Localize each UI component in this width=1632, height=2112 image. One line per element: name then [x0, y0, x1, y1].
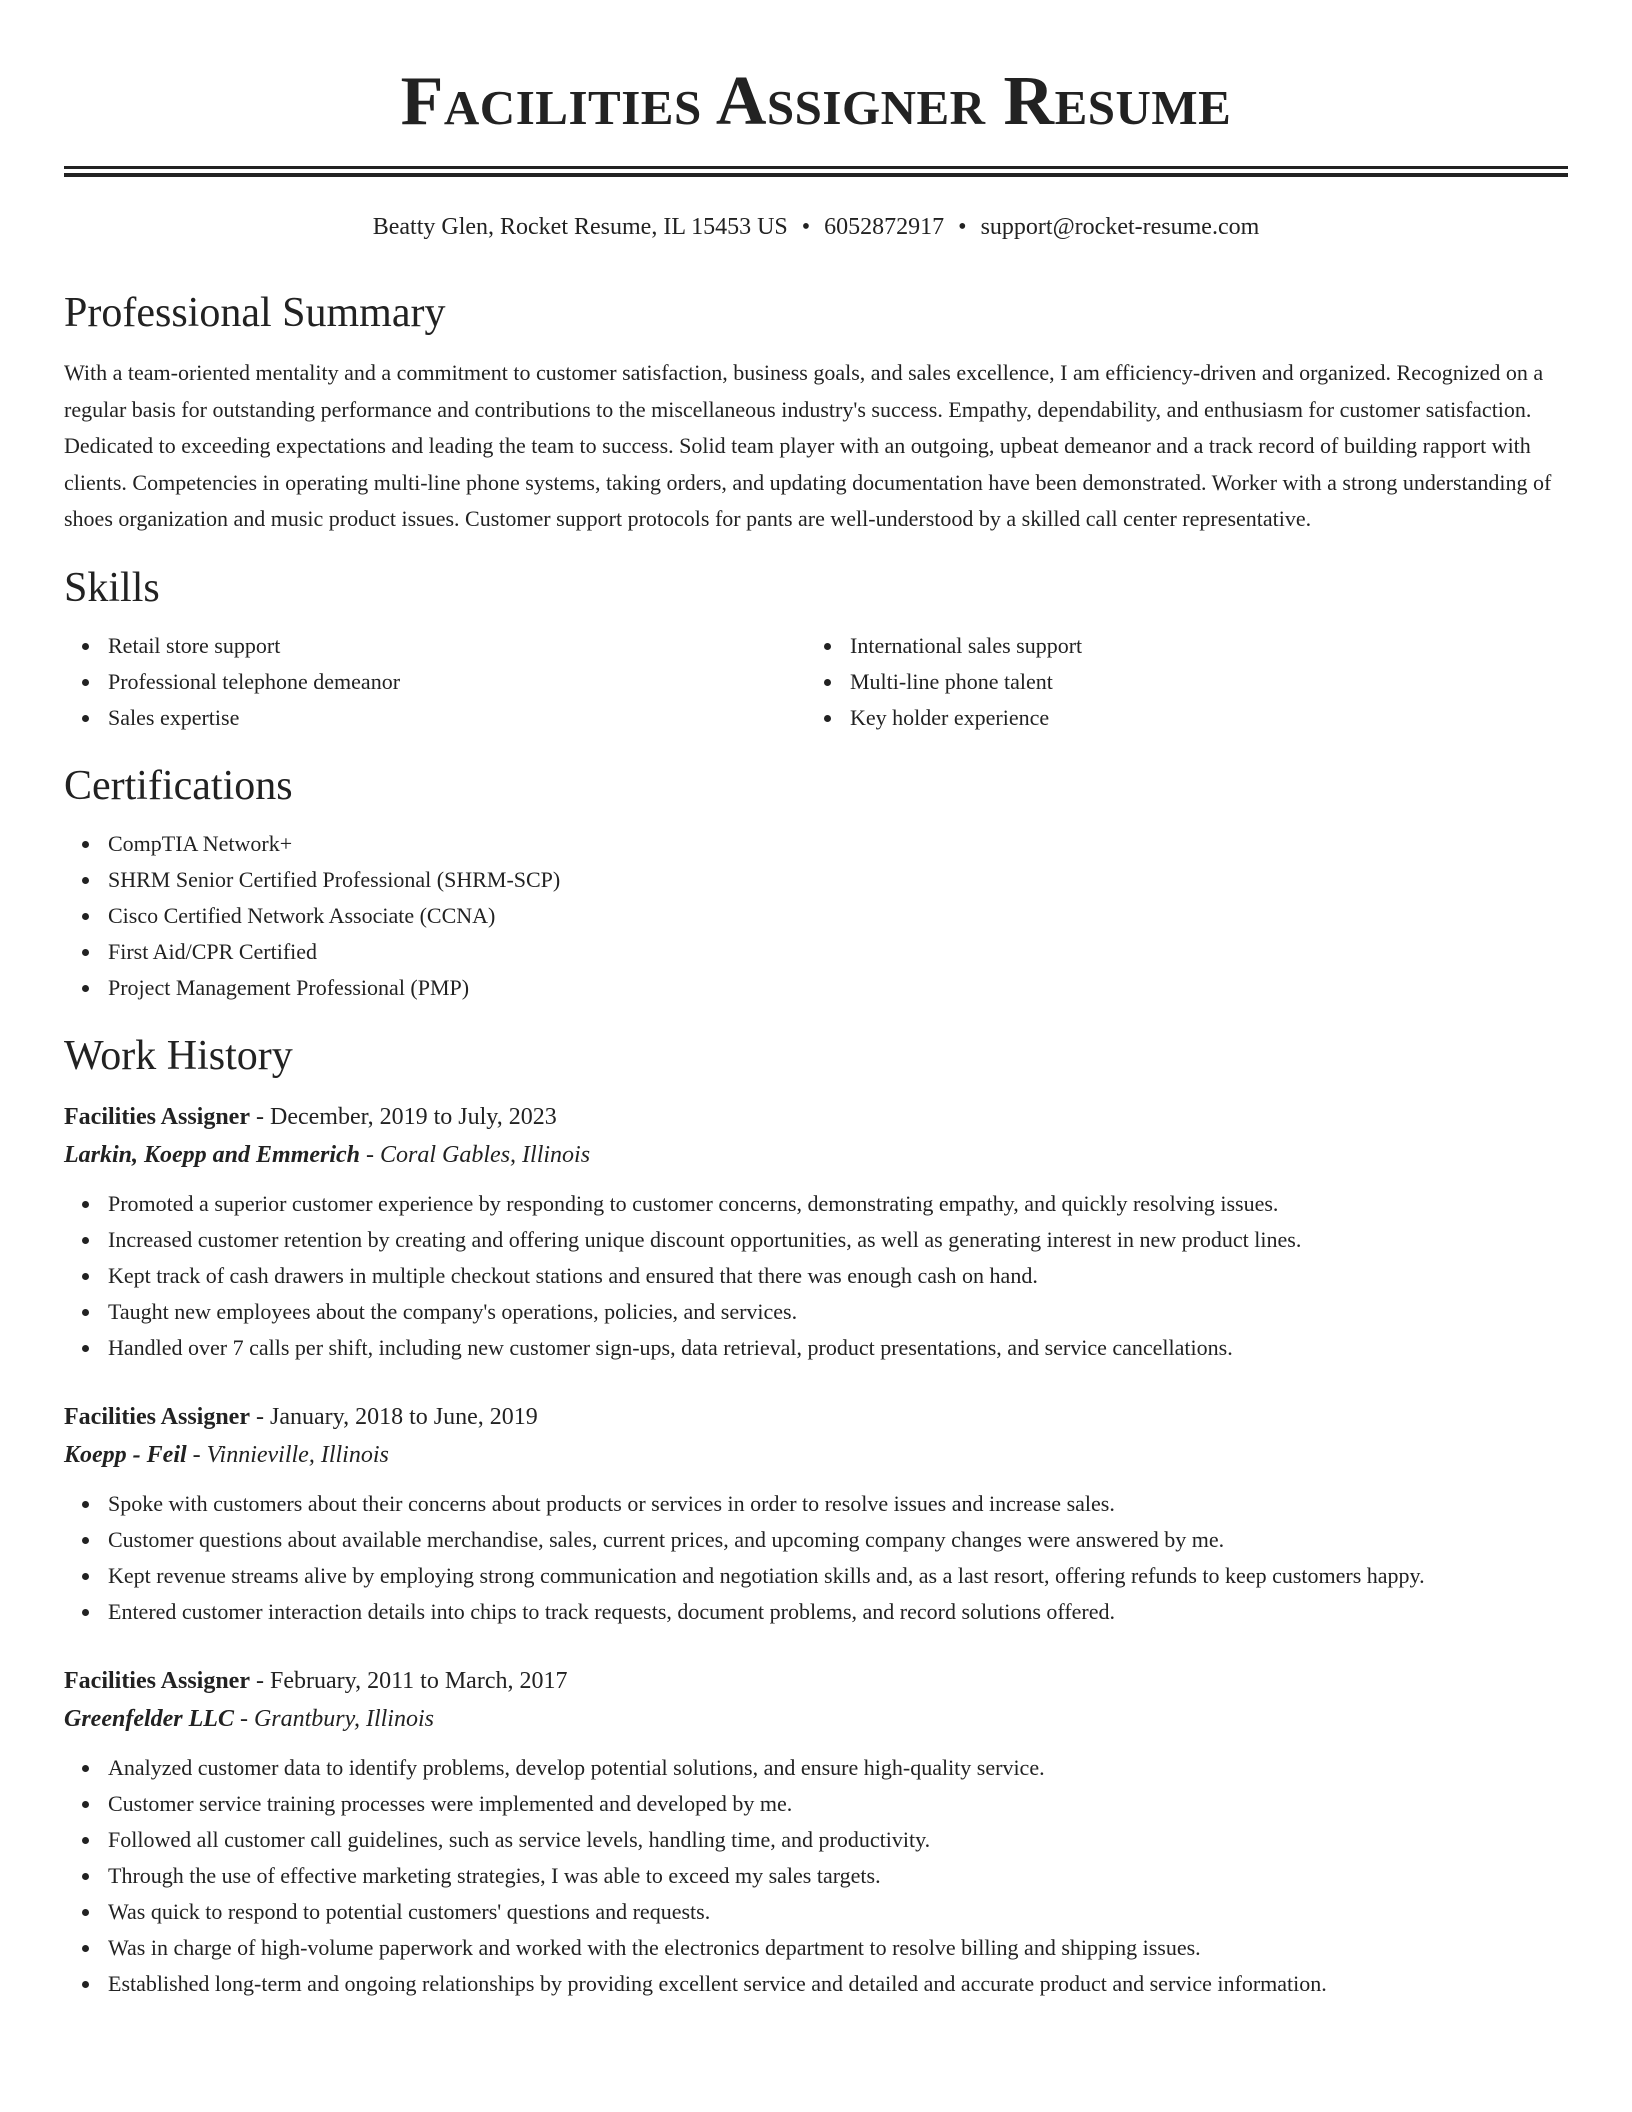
- job-duty: Kept track of cash drawers in multiple checkout stations and ensured that there was enough cash on hand.: [108, 1258, 1568, 1294]
- certification-item: First Aid/CPR Certified: [108, 934, 1568, 970]
- job-location: Vinnieville, Illinois: [206, 1441, 389, 1468]
- summary-section: [64, 287, 1568, 538]
- contact-separator: •: [801, 214, 811, 240]
- skill-item: Key holder experience: [850, 700, 1548, 736]
- job-company: Larkin, Koepp and Emmerich: [64, 1141, 361, 1168]
- job-duties-list: [64, 1750, 1568, 2002]
- contact-email: support@rocket-resume.com: [980, 214, 1260, 240]
- job-location: Coral Gables, Illinois: [380, 1141, 591, 1168]
- job-title: Facilities Assigner: [64, 1667, 250, 1694]
- job-duty: Was in charge of high-volume paperwork and worked with the electronics department to resolve billing and shipping issues.: [108, 1930, 1568, 1966]
- resume-title: Facilities Assigner Resume: [400, 63, 1232, 140]
- job-title-line: Facilities Assigner - February, 2011 to March, 2017: [64, 1667, 568, 1694]
- job-duty: Taught new employees about the company's operations, policies, and services.: [108, 1294, 1568, 1330]
- certifications-section: [64, 760, 1568, 1006]
- job-title: Facilities Assigner: [64, 1103, 250, 1130]
- job-company: Greenfelder LLC: [64, 1705, 234, 1732]
- job-duty: Handled over 7 calls per shift, including new customer sign-ups, data retrieval, product presentations, and service cancellations.: [108, 1330, 1568, 1366]
- job-dates: January, 2018 to June, 2019: [269, 1403, 538, 1430]
- skill-item: International sales support: [850, 628, 1548, 664]
- contact-phone: 6052872917: [824, 214, 945, 240]
- skill-item: Sales expertise: [108, 700, 806, 736]
- job-duty: Through the use of effective marketing strategies, I was able to exceed my sales targets.: [108, 1858, 1568, 1894]
- job-duty: Was quick to respond to potential customers' questions and requests.: [108, 1894, 1568, 1930]
- job-entry: [64, 1662, 1568, 2002]
- job-entry: [64, 1398, 1568, 1630]
- job-duty: Increased customer retention by creating and offering unique discount opportunities, as well as generating interest in new product lines.: [108, 1222, 1568, 1258]
- contact-address: Beatty Glen, Rocket Resume, IL 15453 US: [372, 214, 788, 240]
- skill-item: Multi-line phone talent: [850, 664, 1548, 700]
- job-company: Koepp - Feil: [64, 1441, 187, 1468]
- skill-item: Professional telephone demeanor: [108, 664, 806, 700]
- job-duty: Established long-term and ongoing relationships by providing excellent service and detailed and accurate product and service information.: [108, 1966, 1568, 2002]
- job-company-line: Larkin, Koepp and Emmerich - Coral Gables, Illinois: [64, 1141, 591, 1168]
- skills-columns: [64, 628, 1568, 736]
- skills-heading: Skills: [64, 564, 160, 611]
- contact-separator: •: [958, 214, 967, 240]
- certification-item: Cisco Certified Network Associate (CCNA): [108, 898, 1568, 934]
- skills-section: [64, 562, 1568, 736]
- job-company-line: Koepp - Feil - Vinnieville, Illinois: [64, 1441, 389, 1468]
- job-company-line: Greenfelder LLC - Grantbury, Illinois: [64, 1705, 434, 1732]
- job-location: Grantbury, Illinois: [253, 1705, 434, 1732]
- job-duty: Customer questions about available merchandise, sales, current prices, and upcoming company changes were answered by me.: [108, 1522, 1568, 1558]
- certification-item: CompTIA Network+: [108, 826, 1568, 862]
- job-duty: Followed all customer call guidelines, such as service levels, handling time, and productivity.: [108, 1822, 1568, 1858]
- work-history-section: [64, 1030, 1568, 2002]
- summary-text: With a team-oriented mentality and a commitment to customer satisfaction, business goals, and sales excellence, I am efficiency-driven and organized. Recognized on a regular basis for outstanding performance and contributions to the miscellaneous industry's success. Empathy, dependability, and enthusiasm for customer satisfaction. Dedicated to exceeding expectations and leading the team to success. Solid team player with an outgoing, upbeat demeanor and a track record of building rapport with clients. Competencies in operating multi-line phone systems, taking orders, and updating documentation have been demonstrated. Worker with a strong understanding of shoes organization and music product issues. Customer support protocols for pants are well-understood by a skilled call center representative.: [64, 360, 1552, 531]
- job-duty: Spoke with customers about their concerns about products or services in order to resolve issues and increase sales.: [108, 1486, 1568, 1522]
- job-duty: Promoted a superior customer experience by responding to customer concerns, demonstrating empathy, and quickly resolving issues.: [108, 1186, 1568, 1222]
- skill-item: Retail store support: [108, 628, 806, 664]
- job-title-line: Facilities Assigner - January, 2018 to June, 2019: [64, 1403, 538, 1430]
- job-title: Facilities Assigner: [64, 1403, 250, 1430]
- job-entry: [64, 1098, 1568, 1366]
- certifications-heading: Certifications: [64, 762, 293, 809]
- job-title-line: Facilities Assigner - December, 2019 to July, 2023: [64, 1103, 557, 1130]
- job-dates: December, 2019 to July, 2023: [269, 1103, 557, 1130]
- job-duties-list: [64, 1186, 1568, 1366]
- job-duty: Analyzed customer data to identify problems, develop potential solutions, and ensure high-quality service.: [108, 1750, 1568, 1786]
- job-duty: Kept revenue streams alive by employing strong communication and negotiation skills and, as a last resort, offering refunds to keep customers happy.: [108, 1558, 1568, 1594]
- title-divider: [64, 166, 1568, 177]
- job-duty: Entered customer interaction details into chips to track requests, document problems, and record solutions offered.: [108, 1594, 1568, 1630]
- certifications-list: [64, 826, 1568, 1006]
- skills-list-left: [64, 628, 806, 736]
- certification-item: Project Management Professional (PMP): [108, 970, 1568, 1006]
- work-history-heading: Work History: [64, 1032, 293, 1079]
- contact-line: [64, 211, 1568, 243]
- skills-list-right: [806, 628, 1548, 736]
- job-duties-list: [64, 1486, 1568, 1630]
- certification-item: SHRM Senior Certified Professional (SHRM-SCP): [108, 862, 1568, 898]
- job-duty: Customer service training processes were implemented and developed by me.: [108, 1786, 1568, 1822]
- job-dates: February, 2011 to March, 2017: [269, 1667, 568, 1694]
- summary-heading: Professional Summary: [64, 290, 446, 336]
